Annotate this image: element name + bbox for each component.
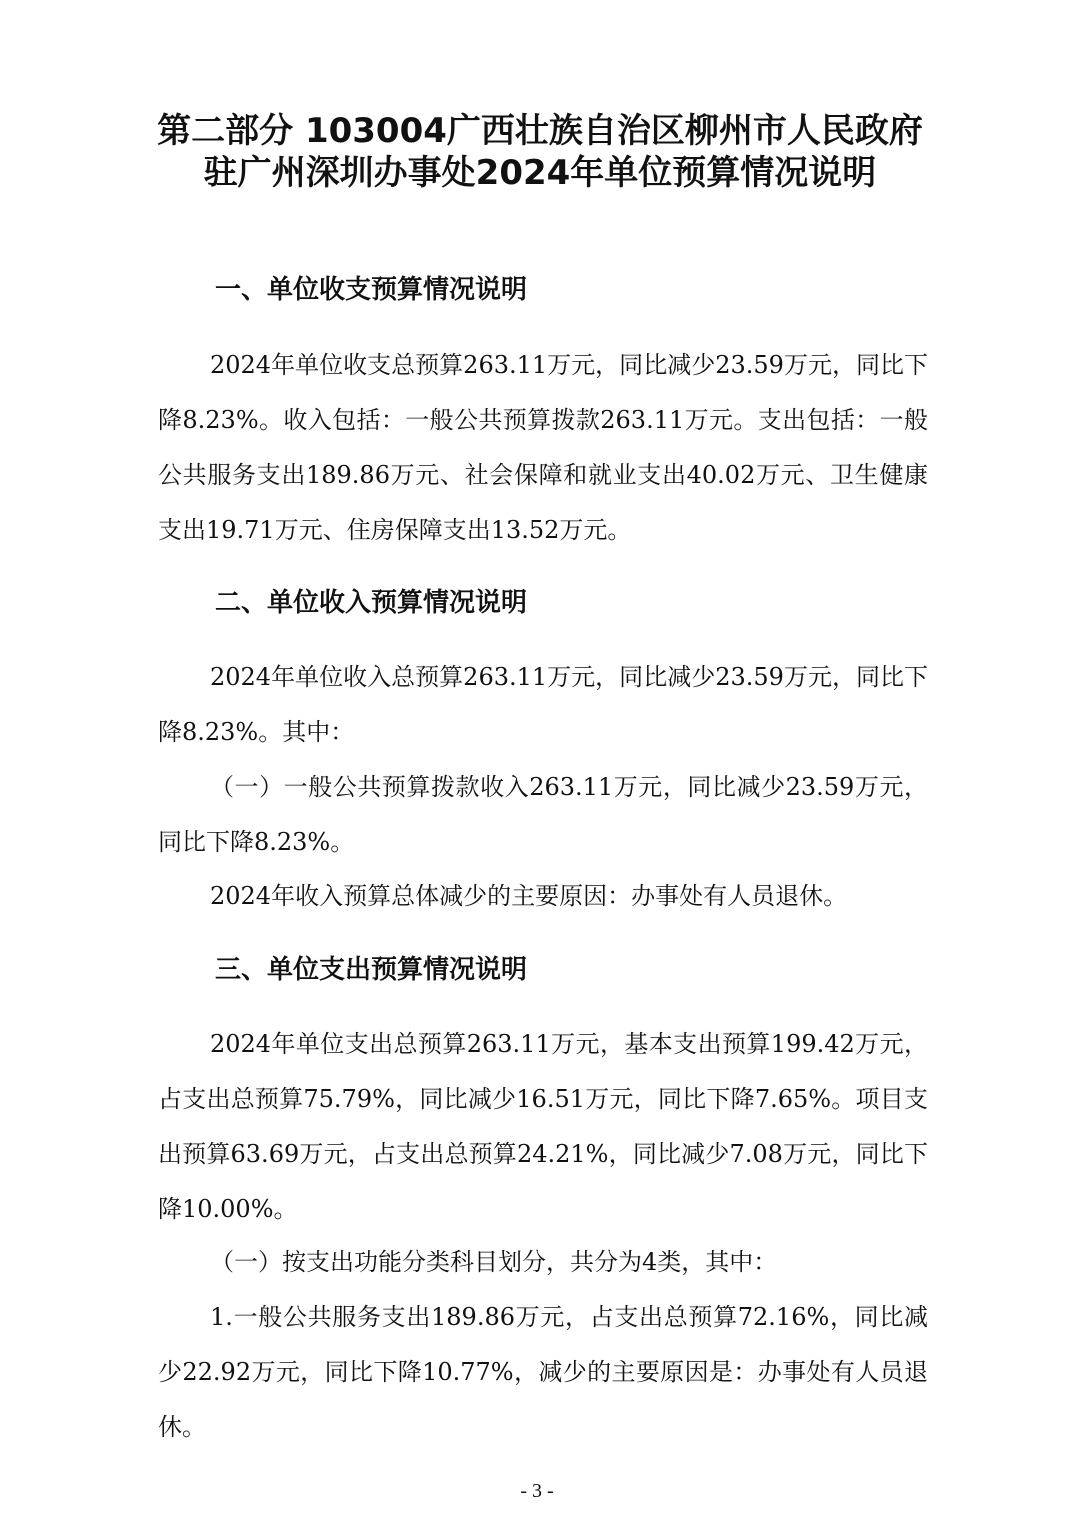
page-number: - 3 - — [520, 1480, 554, 1502]
section-heading-2: 二、单位收入预算情况说明 — [215, 588, 528, 618]
section-3-paragraph-1: 2024年单位支出总预算263.11万元，基本支出预算199.42万元，占支出总预算75.79%，同比减少16.51万元，同比下降7.65%。项目支出预算63.69万元，占支出总预算24.21%，同比减少7.08万元，同比下降10.00%。 — [158, 1030, 928, 1223]
section-2-paragraph-2: （一）一般公共预算拨款收入263.11万元，同比减少23.59万元，同比下降8.23%。 — [158, 773, 928, 856]
section-heading-3: 三、单位支出预算情况说明 — [215, 955, 528, 985]
section-2-paragraph-1: 2024年单位收入总预算263.11万元，同比减少23.59万元，同比下降8.23%。其中： — [158, 663, 928, 746]
section-heading-1: 一、单位收支预算情况说明 — [215, 275, 528, 305]
section-1-paragraph-1: 2024年单位收支总预算263.11万元，同比减少23.59万元，同比下降8.23%。收入包括：一般公共预算拨款263.11万元。支出包括：一般公共服务支出189.86万元、社会保障和就业支出40.02万元、卫生健康支出19.71万元、住房保障支出13.52万元。 — [158, 351, 928, 544]
section-3-paragraph-3: 1.一般公共服务支出189.86万元，占支出总预算72.16%，同比减少22.92万元，同比下降10.77%，减少的主要原因是：办事处有人员退休。 — [158, 1303, 928, 1441]
section-2-paragraph-3: 2024年收入预算总体减少的主要原因：办事处有人员退休。 — [210, 882, 848, 910]
section-3-paragraph-2: （一）按支出功能分类科目划分，共分为4类，其中： — [210, 1248, 778, 1276]
document-title: 第二部分 103004广西壮族自治区柳州市人民政府驻广州深圳办事处2024年单位预算情况说明 — [157, 111, 923, 193]
